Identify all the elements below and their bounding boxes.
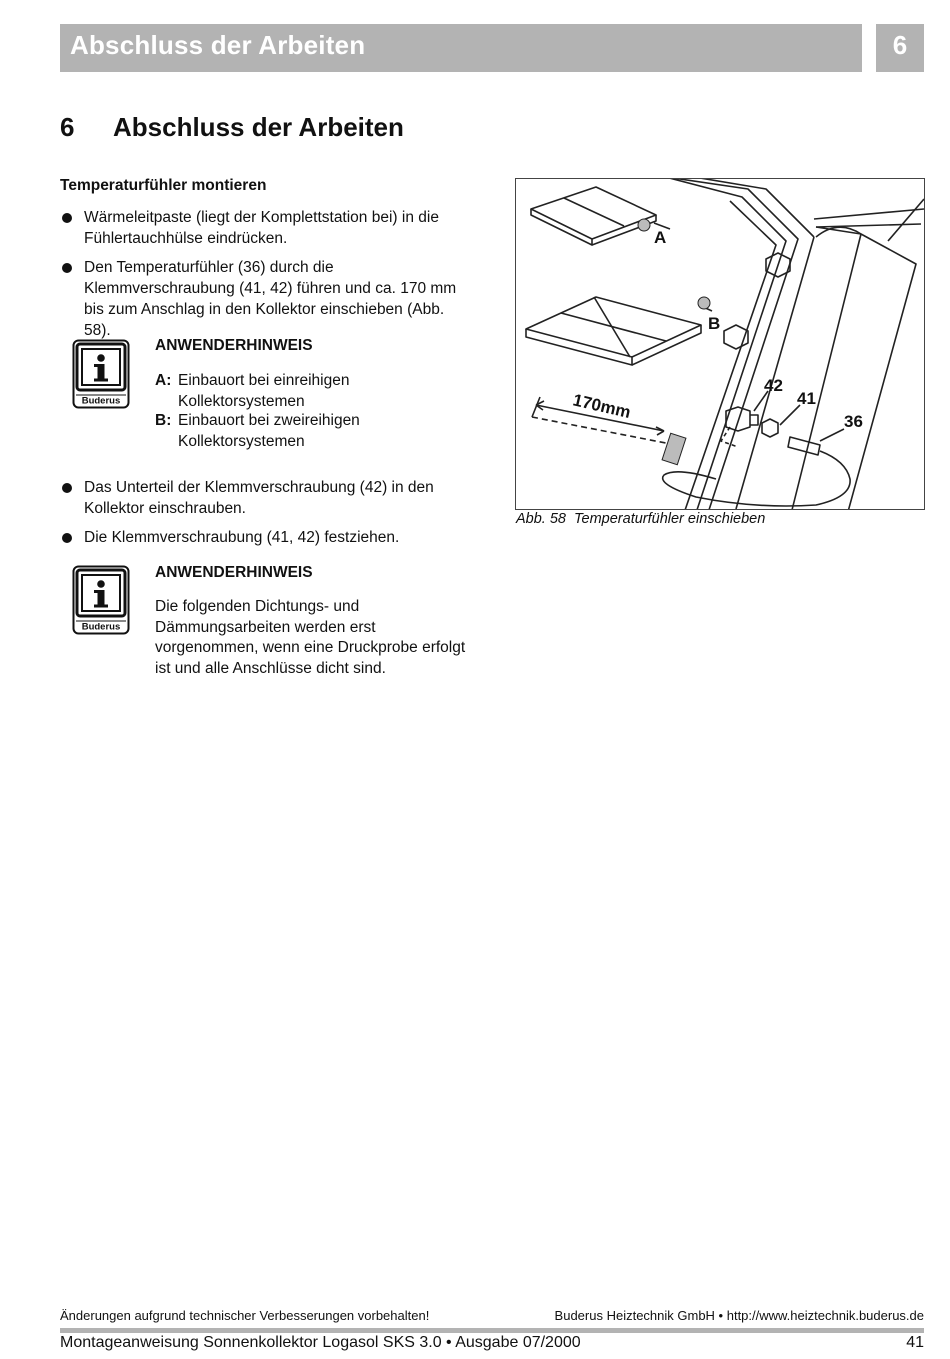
- list-item: [60, 257, 480, 339]
- bullet-text: Die Klemmverschraubung (41, 42) festziehen.: [84, 529, 400, 546]
- footer-company: Buderus Heiztechnik GmbH • http://www.heiztechnik.buderus.de: [554, 1308, 924, 1323]
- note-heading: ANWENDERHINWEIS: [155, 564, 313, 581]
- footer-document-title: Montageanweisung Sonnenkollektor Logasol SKS 3.0 • Ausgabe 07/2000: [60, 1334, 581, 1351]
- definition-row: [155, 411, 475, 452]
- figure-label-41: 41: [797, 389, 816, 408]
- figure-caption-text: Temperaturfühler einschieben: [574, 511, 766, 527]
- chapter-title: Abschluss der Arbeiten: [113, 112, 404, 142]
- definition-key: B:: [155, 412, 172, 429]
- bullet-text: Den Temperaturfühler (36) durch die Klemmverschraubung (41, 42) führen und ca. 170 mm bis zum Anschlag in den Kollektor einschieben (Abb. 58).: [84, 259, 457, 339]
- note-heading: ANWENDERHINWEIS: [155, 337, 313, 354]
- figure-label-a: A: [654, 228, 667, 247]
- buderus-brand: Buderus: [81, 621, 121, 633]
- collector-illustration: [516, 179, 924, 509]
- list-item: [60, 207, 480, 249]
- bullet-icon: [62, 213, 72, 223]
- buderus-brand: Buderus: [81, 395, 121, 407]
- definition-value: Einbauort bei einreihigen Kollektorsystemen: [178, 372, 350, 410]
- definition-key: A:: [155, 372, 172, 389]
- info-icon: [72, 339, 130, 409]
- definition-row: [155, 371, 475, 412]
- page-number: 41: [906, 1334, 924, 1351]
- definition-value: Einbauort bei zweireihigen Kollektorsystemen: [178, 412, 360, 450]
- header-title: Abschluss der Arbeiten: [70, 30, 366, 60]
- figure-label-36: 36: [844, 412, 863, 431]
- footer-rule: [60, 1328, 924, 1333]
- figure-dimension: 170mm: [571, 390, 633, 423]
- list-item: [60, 527, 480, 548]
- list-item: [60, 477, 480, 519]
- info-icon: [72, 565, 130, 635]
- figure-caption-label: Abb. 58: [516, 511, 566, 527]
- header-chapter-number: 6: [892, 30, 908, 60]
- figure-label-42: 42: [764, 376, 783, 395]
- bullet-icon: [62, 483, 72, 493]
- header-chapter-box: [876, 24, 924, 72]
- figure-caption: [516, 511, 765, 527]
- figure-label-b: B: [708, 314, 721, 333]
- bullet-text: Das Unterteil der Klemmverschraubung (42) in den Kollektor einschrauben.: [84, 479, 434, 517]
- section-subheading: Temperaturfühler montieren: [60, 177, 267, 194]
- bullet-icon: [62, 263, 72, 273]
- footer-note: Änderungen aufgrund technischer Verbesserungen vorbehalten!: [60, 1308, 430, 1323]
- bullet-icon: [62, 533, 72, 543]
- bullet-text: Wärmeleitpaste (liegt der Komplettstation bei) in die Fühlertauchhülse eindrücken.: [84, 209, 439, 247]
- chapter-number: 6: [60, 112, 75, 142]
- figure-58: [515, 178, 925, 510]
- note-text: Die folgenden Dichtungs- und Dämmungsarbeiten werden erst vorgenommen, wenn eine Druckprobe erfolgt ist und alle Anschlüsse dicht sind.: [155, 598, 466, 677]
